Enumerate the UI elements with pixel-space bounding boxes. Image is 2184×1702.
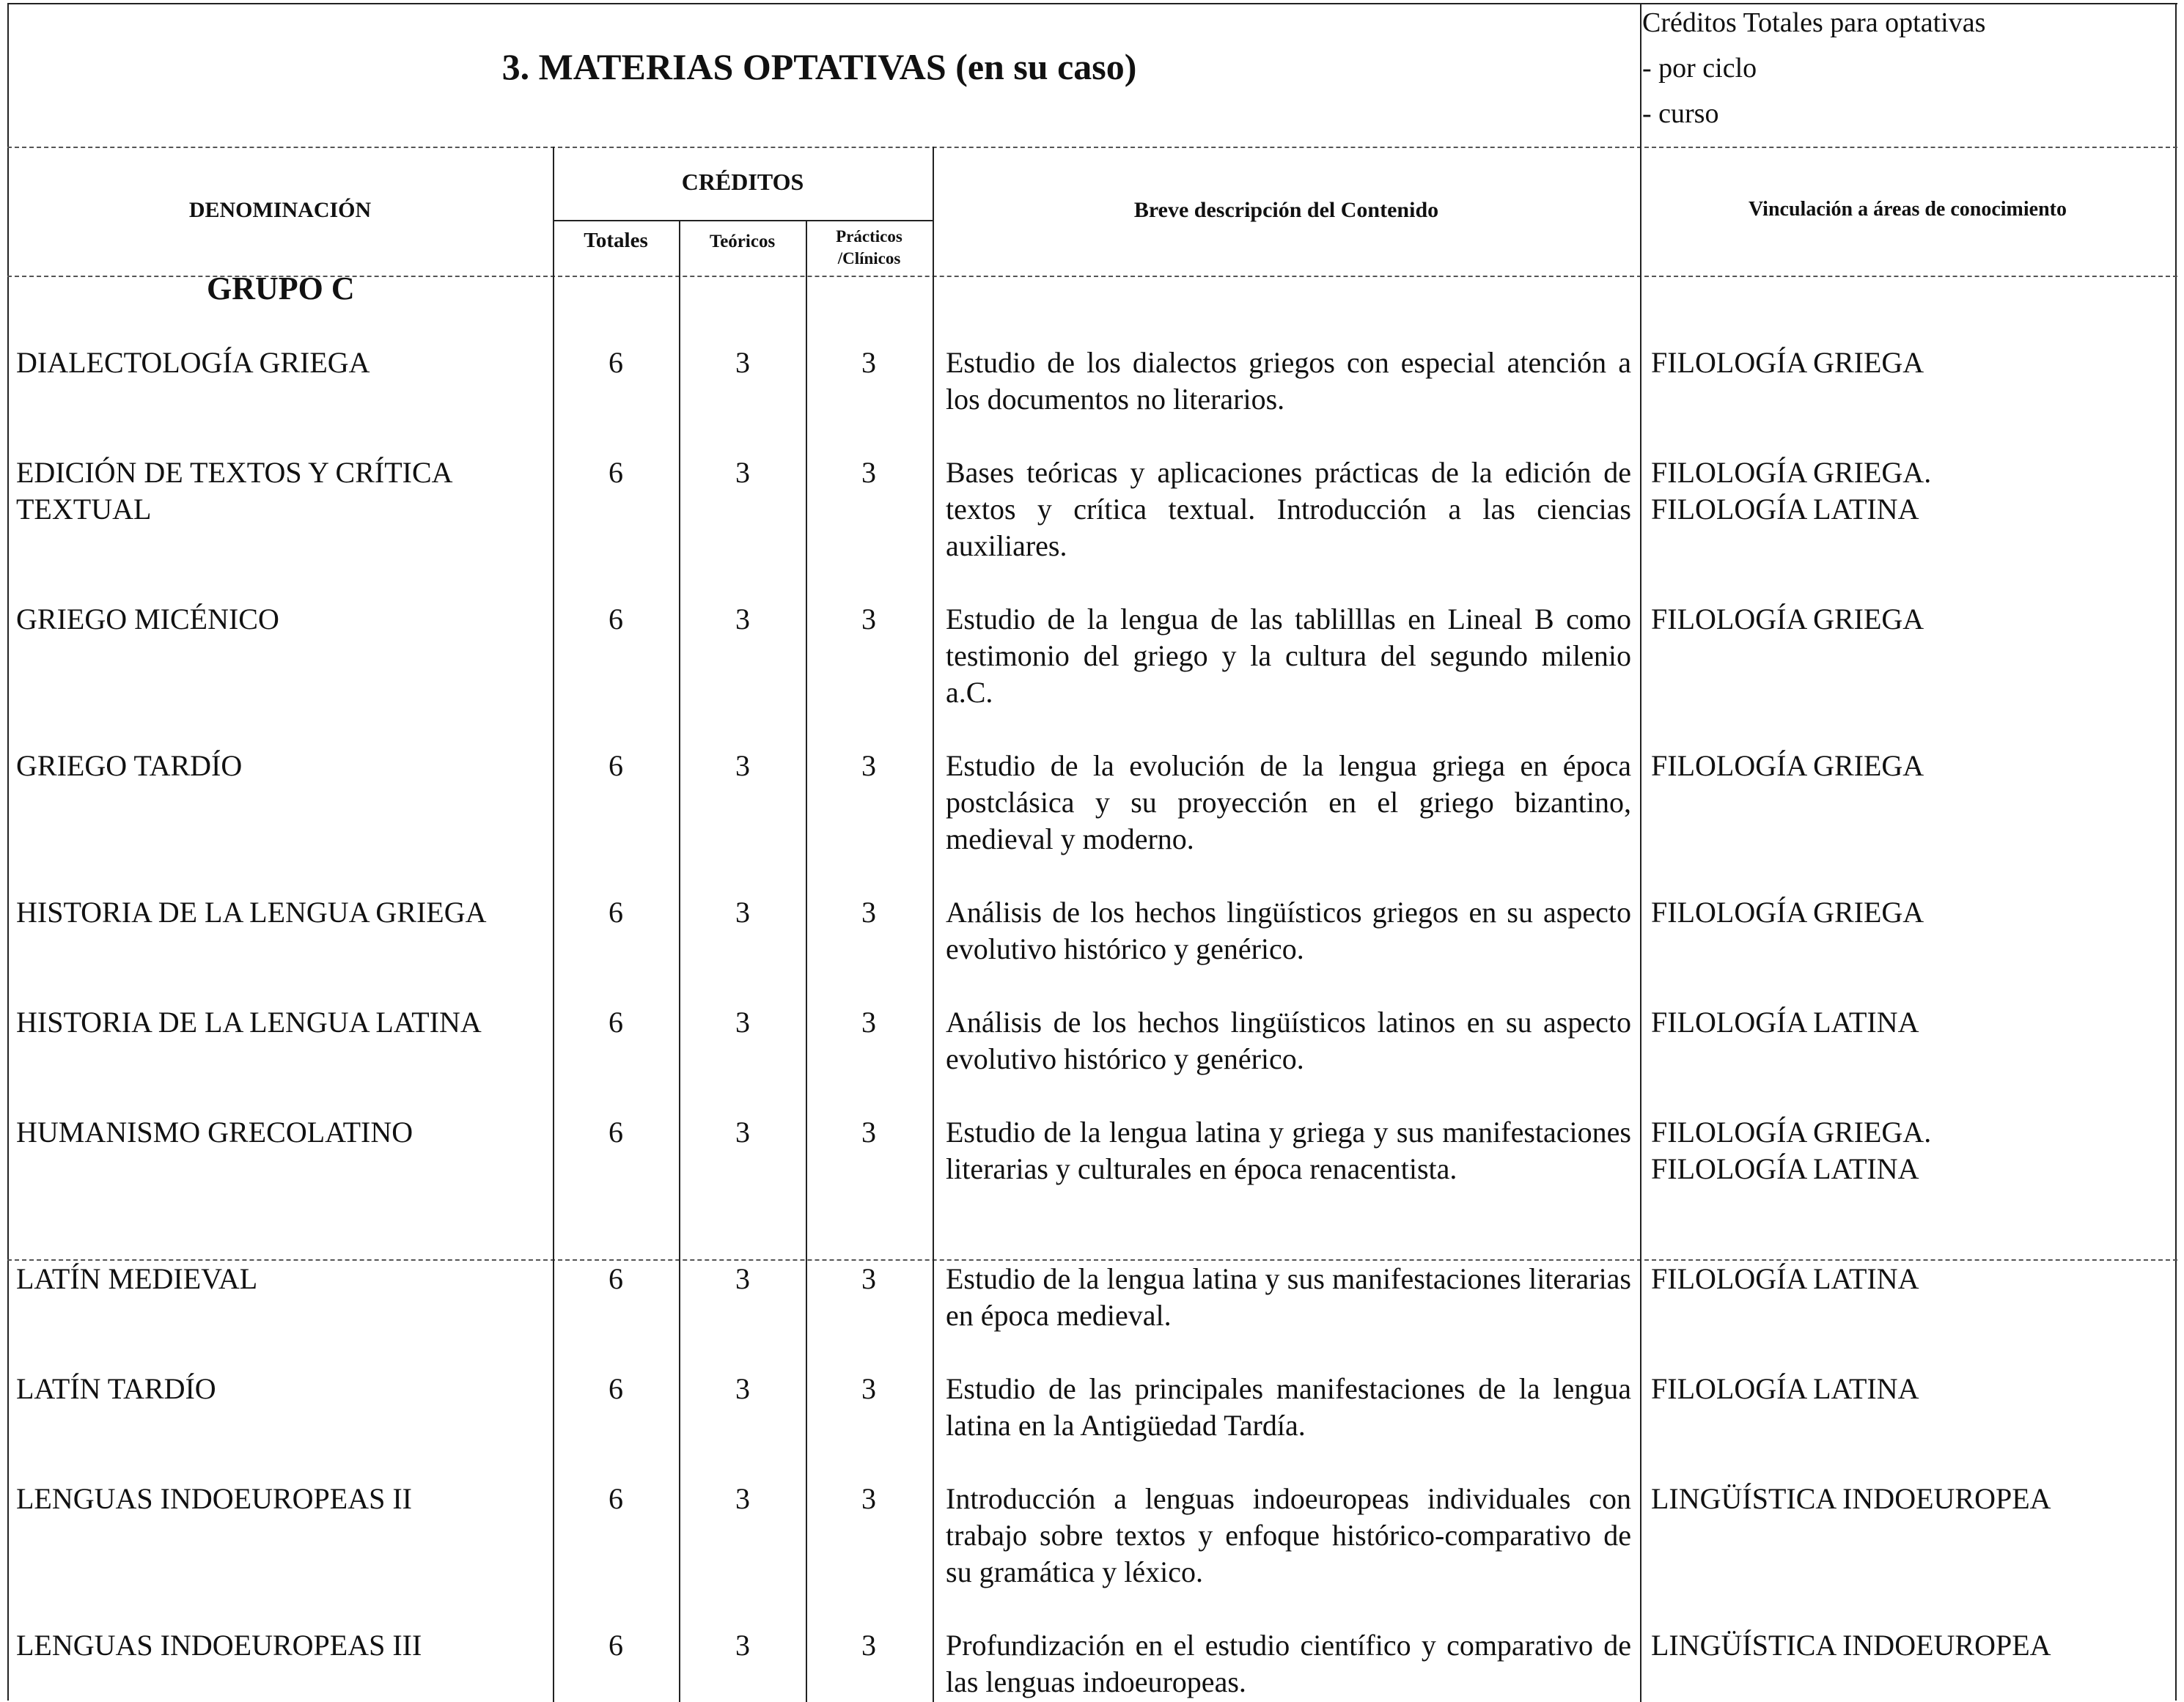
course-description: Estudio de las principales manifestaciones de la lengua latina en la Antigüedad Tardía. (946, 1372, 1631, 1442)
header-totales: Totales (584, 229, 648, 252)
credits-total: 6 (608, 1262, 623, 1295)
course-name: HUMANISMO GRECOLATINO (16, 1116, 413, 1149)
credits-practice: 3 (861, 1262, 876, 1295)
credits-total: 6 (608, 346, 623, 379)
credits-practice: 3 (861, 1482, 876, 1515)
credits-theory: 3 (735, 896, 750, 929)
knowledge-area: FILOLOGÍA GRIEGA. FILOLOGÍA LATINA (1651, 1116, 1932, 1185)
right-border (2175, 3, 2177, 1701)
credits-practice: 3 (861, 603, 876, 636)
course-name: HISTORIA DE LA LENGUA GRIEGA (16, 896, 487, 929)
course-description: Estudio de la lengua latina y griega y sus manifestaciones literarias y culturales en época renacentista. (946, 1116, 1631, 1185)
credits-theory: 3 (735, 1116, 750, 1149)
credits-practice: 3 (861, 1629, 876, 1662)
credits-practice: 3 (861, 346, 876, 379)
credits-theory: 3 (735, 1482, 750, 1515)
course-description: Estudio de la evolución de la lengua griega en época postclásica y su proyección en el griego bizantino, medieval y moderno. (946, 749, 1631, 855)
credits-total: 6 (608, 896, 623, 929)
credits-practice: 3 (861, 749, 876, 782)
header-descripcion: Breve descripción del Contenido (1133, 198, 1439, 222)
credits-total: 6 (608, 603, 623, 636)
credits-theory: 3 (735, 456, 750, 489)
credits-total: 6 (608, 456, 623, 489)
header-practicos-line2: /Clínicos (837, 249, 901, 268)
credits-theory: 3 (735, 1006, 750, 1039)
course-name: GRIEGO TARDÍO (16, 749, 243, 782)
credits-practice: 3 (861, 1006, 876, 1039)
credits-total: 6 (608, 1482, 623, 1515)
knowledge-area: FILOLOGÍA GRIEGA (1651, 346, 1924, 379)
optional-credits-label: Créditos Totales para optativas (1642, 7, 1986, 38)
optional-credits-box (1642, 0, 1985, 136)
credits-total: 6 (608, 1629, 623, 1662)
credits-theory: 3 (735, 749, 750, 782)
per-cycle-label: - por ciclo (1642, 53, 1757, 84)
knowledge-area: FILOLOGÍA LATINA (1651, 1372, 1919, 1405)
creditos-subrule (553, 220, 933, 221)
knowledge-area: FILOLOGÍA GRIEGA (1651, 603, 1924, 636)
course-description: Bases teóricas y aplicaciones prácticas de la edición de textos y crítica textual. Introducción a las ciencias auxiliares. (946, 456, 1631, 562)
totals-box-divider (1640, 3, 1641, 147)
knowledge-area: LINGÜÍSTICA INDOEUROPEA (1651, 1482, 2051, 1515)
header-top-rule (7, 147, 2177, 148)
credits-practice: 3 (861, 896, 876, 929)
col-divider-4 (933, 147, 934, 1702)
knowledge-area: FILOLOGÍA GRIEGA. FILOLOGÍA LATINA (1651, 456, 1932, 526)
header-creditos: CRÉDITOS (681, 169, 804, 195)
col-divider-5 (1640, 147, 1641, 1702)
credits-theory: 3 (735, 603, 750, 636)
credits-total: 6 (608, 1006, 623, 1039)
course-description: Introducción a lenguas indoeuropeas individuales con trabajo sobre textos y enfoque histórico-comparativo de su gramática y léxico. (946, 1482, 1631, 1588)
credits-practice: 3 (861, 456, 876, 489)
col-divider-3 (806, 220, 807, 1702)
knowledge-area: LINGÜÍSTICA INDOEUROPEA (1651, 1629, 2051, 1662)
left-border (7, 3, 9, 1701)
group-label: GRUPO C (207, 270, 355, 306)
credits-practice: 3 (861, 1372, 876, 1405)
credits-theory: 3 (735, 346, 750, 379)
header-practicos (806, 226, 933, 270)
course-name: HISTORIA DE LA LENGUA LATINA (16, 1006, 482, 1039)
col-divider-2 (679, 220, 680, 1702)
credits-theory: 3 (735, 1372, 750, 1405)
header-denominacion: DENOMINACIÓN (188, 198, 372, 222)
course-name: EDICIÓN DE TEXTOS Y CRÍTICA TEXTUAL (16, 456, 452, 526)
header-vinculacion: Vinculación a áreas de conocimiento (1749, 198, 2067, 221)
credits-total: 6 (608, 1116, 623, 1149)
course-description: Análisis de los hechos lingüísticos latinos en su aspecto evolutivo histórico y genérico. (946, 1006, 1631, 1075)
credits-theory: 3 (735, 1262, 750, 1295)
course-name: DIALECTOLOGÍA GRIEGA (16, 346, 370, 379)
credits-practice: 3 (861, 1116, 876, 1149)
course-name: GRIEGO MICÉNICO (16, 603, 279, 636)
col-divider-1 (553, 147, 554, 1702)
course-description: Estudio de la lengua de las tablilllas en Lineal B como testimonio del griego y la cultura del segundo milenio a.C. (946, 603, 1631, 709)
course-name: LATÍN MEDIEVAL (16, 1262, 258, 1295)
knowledge-area: FILOLOGÍA GRIEGA (1651, 896, 1924, 929)
credits-total: 6 (608, 1372, 623, 1405)
course-label: - curso (1642, 98, 1719, 129)
course-description: Estudio de la lengua latina y sus manifestaciones literarias en época medieval. (946, 1262, 1631, 1332)
page-title: 3. MATERIAS OPTATIVAS (en su caso) (501, 46, 1137, 87)
course-name: LENGUAS INDOEUROPEAS III (16, 1629, 422, 1662)
knowledge-area: FILOLOGÍA GRIEGA (1651, 749, 1924, 782)
course-description: Análisis de los hechos lingüísticos griegos en su aspecto evolutivo histórico y genérico. (946, 896, 1631, 965)
knowledge-area: FILOLOGÍA LATINA (1651, 1262, 1919, 1295)
credits-total: 6 (608, 749, 623, 782)
course-name: LENGUAS INDOEUROPEAS II (16, 1482, 412, 1515)
header-teoricos: Teóricos (709, 232, 776, 251)
header-practicos-line1: Prácticos (836, 227, 902, 246)
credits-theory: 3 (735, 1629, 750, 1662)
course-name: LATÍN TARDÍO (16, 1372, 216, 1405)
course-description: Estudio de los dialectos griegos con especial atención a los documentos no literarios. (946, 346, 1631, 416)
knowledge-area: FILOLOGÍA LATINA (1651, 1006, 1919, 1039)
course-description: Profundización en el estudio científico y comparativo de las lenguas indoeuropeas. (946, 1629, 1631, 1698)
